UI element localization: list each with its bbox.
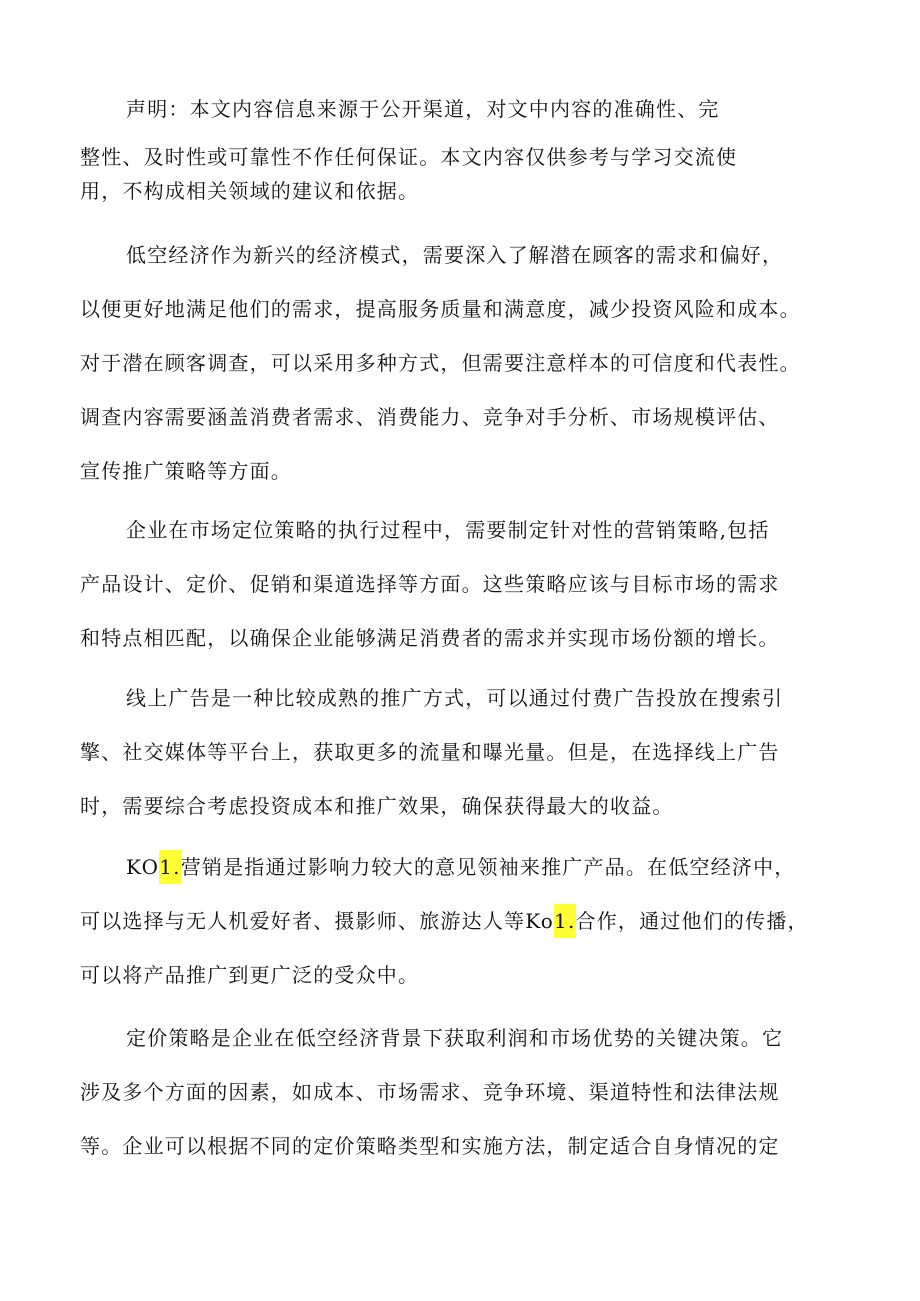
text-segment: KO <box>126 855 160 879</box>
paragraph-line: 等。企业可以根据不同的定价策略类型和实施方法，制定适合自身情况的定 <box>80 1134 780 1158</box>
text-segment: 可以选择与无人机爱好者、摄影师、旅游达人等Ko <box>80 909 555 933</box>
paragraph-line: 涉及多个方面的因素，如成本、市场需求、竞争环境、渠道特性和法律法规 <box>80 1080 780 1104</box>
paragraph-line: 可以将产品推广到更广泛的受众中。 <box>80 963 420 987</box>
text-segment: 营销是指通过影响力较大的意见领袖来推广产品。在低空经济中， <box>180 855 796 879</box>
paragraph-line: 和特点相匹配，以确保企业能够满足消费者的需求并实现市场份额的增长。 <box>80 626 780 650</box>
paragraph-market-positioning <box>80 503 850 665</box>
paragraph-line: 宣传推广策略等方面。 <box>80 459 292 483</box>
paragraph-kol-marketing <box>80 840 850 1002</box>
paragraph-line: 产品设计、定价、促销和渠道选择等方面。这些策略应该与目标市场的需求 <box>80 572 780 596</box>
disclaimer-paragraph <box>80 82 850 208</box>
paragraph-line <box>80 840 850 894</box>
paragraph-line: 时，需要综合考虑投资成本和推广效果，确保获得最大的收益。 <box>80 794 674 818</box>
highlighted-text: 1. <box>554 904 575 938</box>
disclaimer-line: 用，不构成相关领域的建议和依据。 <box>80 179 420 203</box>
paragraph-line <box>80 894 850 948</box>
paragraph-line: 调查内容需要涵盖消费者需求、消费能力、竞争对手分析、市场规模评估、 <box>80 405 780 429</box>
text-segment: 合作，通过他们的传播， <box>575 909 809 933</box>
paragraph-online-ads <box>80 671 850 833</box>
disclaimer-line: 声明：本文内容信息来源于公开渠道，对文中内容的准确性、完 <box>126 97 720 121</box>
paragraph-pricing-strategy <box>80 1011 850 1173</box>
paragraph-line: 企业在市场定位策略的执行过程中，需要制定针对性的营销策略,包括 <box>126 518 770 542</box>
paragraph-line: 定价策略是企业在低空经济背景下获取利润和市场优势的关键决策。它 <box>126 1026 784 1050</box>
paragraph-customer-survey <box>80 228 850 498</box>
disclaimer-line: 整性、及时性或可靠性不作任何保证。本文内容仅供参考与学习交流使 <box>80 145 738 169</box>
paragraph-line: 擎、社交媒体等平台上，获取更多的流量和曝光量。但是，在选择线上广告 <box>80 740 780 764</box>
highlighted-text: 1. <box>159 850 180 884</box>
paragraph-line: 以便更好地满足他们的需求，提高服务质量和满意度，减少投资风险和成本。 <box>80 297 801 321</box>
paragraph-line: 线上广告是一种比较成熟的推广方式，可以通过付费广告投放在搜索引 <box>126 686 784 710</box>
paragraph-line: 低空经济作为新兴的经济模式，需要深入了解潜在顾客的需求和偏好， <box>126 243 784 267</box>
paragraph-line: 对于潜在顾客调查，可以采用多种方式，但需要注意样本的可信度和代表性。 <box>80 351 801 375</box>
